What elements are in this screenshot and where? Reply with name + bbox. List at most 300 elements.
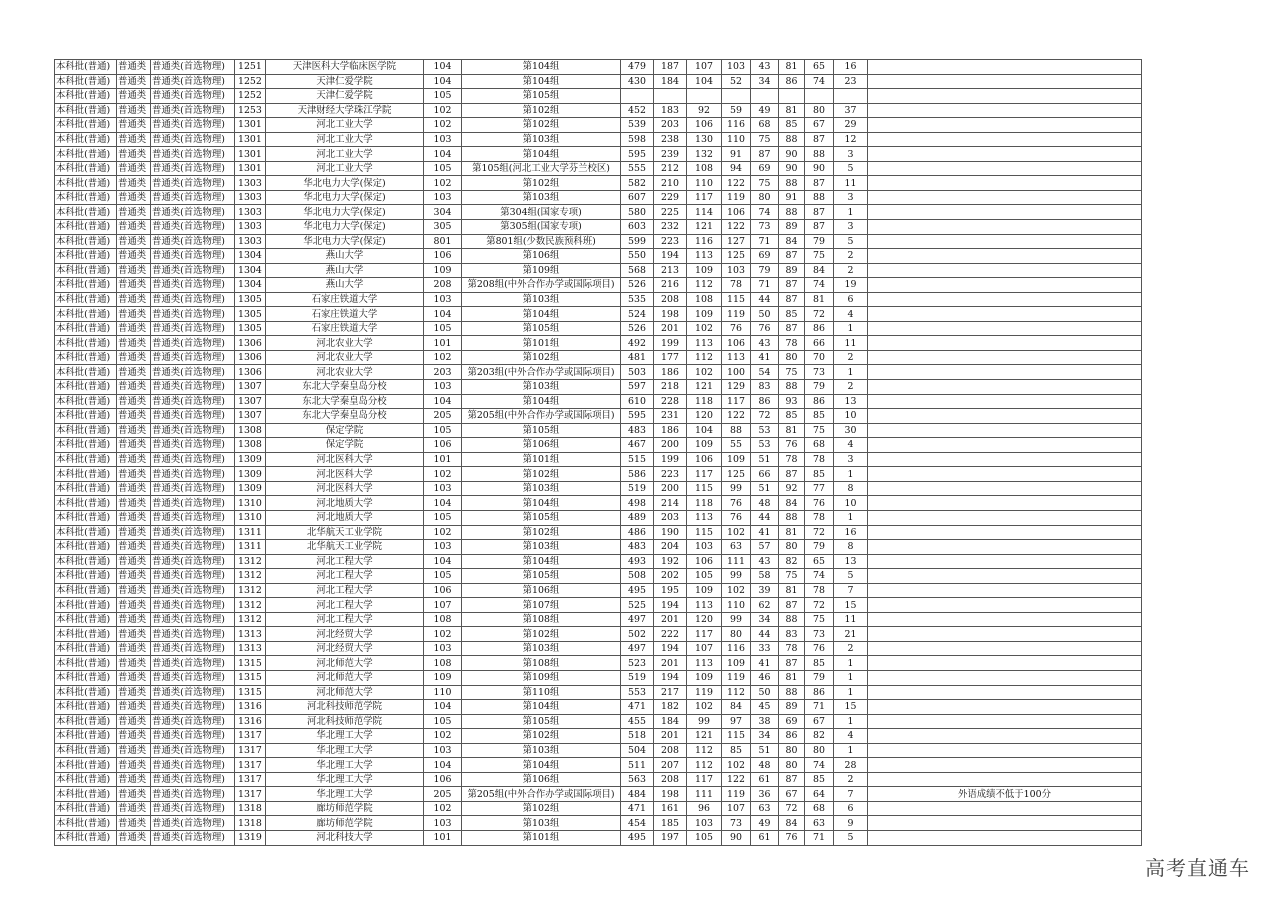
table-cell: 104 — [424, 394, 462, 409]
table-cell: 东北大学秦皇岛分校 — [266, 409, 424, 424]
table-cell: 78 — [805, 452, 834, 467]
table-cell: 76 — [805, 641, 834, 656]
table-cell: 112 — [687, 350, 722, 365]
table-cell: 普通类 — [117, 700, 151, 715]
table-row — [55, 60, 1142, 75]
table-cell — [654, 89, 687, 104]
table-cell: 102 — [424, 467, 462, 482]
table-cell: 83 — [751, 380, 779, 395]
table-cell: 86 — [805, 321, 834, 336]
table-cell: 75 — [751, 176, 779, 191]
table-cell: 88 — [779, 205, 805, 220]
table-row — [55, 510, 1142, 525]
table-cell: 198 — [654, 787, 687, 802]
table-cell: 普通类 — [117, 438, 151, 453]
table-cell: 105 — [687, 569, 722, 584]
table-cell: 109 — [687, 263, 722, 278]
table-cell: 1305 — [235, 307, 266, 322]
table-cell: 503 — [621, 365, 654, 380]
table-cell: 普通类 — [117, 220, 151, 235]
table-cell: 普通类(首选物理) — [151, 89, 235, 104]
table-cell: 1301 — [235, 161, 266, 176]
table-cell: 183 — [654, 103, 687, 118]
table-cell: 河北工业大学 — [266, 147, 424, 162]
table-cell: 122 — [722, 409, 751, 424]
table-cell: 103 — [424, 132, 462, 147]
table-cell: 华北理工大学 — [266, 772, 424, 787]
table-cell — [868, 190, 1142, 205]
table-cell: 1315 — [235, 670, 266, 685]
table-cell — [868, 496, 1142, 511]
table-cell: 普通类 — [117, 263, 151, 278]
table-cell: 582 — [621, 176, 654, 191]
table-cell: 90 — [722, 830, 751, 845]
table-cell: 本科批(普通) — [55, 481, 117, 496]
table-cell: 202 — [654, 569, 687, 584]
table-cell: 113 — [687, 249, 722, 264]
table-cell — [868, 220, 1142, 235]
table-cell: 65 — [805, 60, 834, 75]
table-cell: 普通类(首选物理) — [151, 627, 235, 642]
table-cell: 79 — [805, 670, 834, 685]
table-cell: 1307 — [235, 409, 266, 424]
table-cell: 16 — [834, 525, 868, 540]
table-cell: 607 — [621, 190, 654, 205]
table-row — [55, 380, 1142, 395]
table-cell: 105 — [424, 161, 462, 176]
table-cell: 普通类 — [117, 409, 151, 424]
table-cell: 304 — [424, 205, 462, 220]
table-cell: 106 — [424, 583, 462, 598]
table-cell: 1 — [834, 510, 868, 525]
table-cell: 普通类 — [117, 423, 151, 438]
table-cell: 187 — [654, 60, 687, 75]
table-cell: 103 — [687, 540, 722, 555]
table-cell: 66 — [805, 336, 834, 351]
table-cell: 第109组 — [462, 263, 621, 278]
table-cell: 普通类 — [117, 801, 151, 816]
table-cell: 第102组 — [462, 103, 621, 118]
table-cell: 1318 — [235, 816, 266, 831]
table-cell: 第103组 — [462, 190, 621, 205]
table-cell: 66 — [751, 467, 779, 482]
table-cell: 普通类 — [117, 278, 151, 293]
table-cell: 102 — [722, 583, 751, 598]
table-cell — [868, 234, 1142, 249]
table-cell: 44 — [751, 510, 779, 525]
table-cell: 79 — [805, 540, 834, 555]
table-cell: 102 — [424, 103, 462, 118]
table-cell: 118 — [687, 496, 722, 511]
table-cell: 普通类(首选物理) — [151, 292, 235, 307]
table-cell: 86 — [751, 394, 779, 409]
table-cell: 普通类(首选物理) — [151, 656, 235, 671]
table-cell — [868, 89, 1142, 104]
table-cell: 105 — [424, 714, 462, 729]
table-cell: 廊坊师范学院 — [266, 801, 424, 816]
table-cell: 87 — [779, 656, 805, 671]
table-cell: 108 — [687, 161, 722, 176]
table-cell: 106 — [687, 118, 722, 133]
table-cell: 118 — [687, 394, 722, 409]
table-cell: 1301 — [235, 118, 266, 133]
table-cell: 本科批(普通) — [55, 292, 117, 307]
table-cell: 212 — [654, 161, 687, 176]
table-cell: 保定学院 — [266, 423, 424, 438]
table-cell: 46 — [751, 670, 779, 685]
table-cell: 1312 — [235, 598, 266, 613]
table-cell: 102 — [424, 801, 462, 816]
table-cell: 本科批(普通) — [55, 743, 117, 758]
table-cell: 75 — [805, 249, 834, 264]
table-cell: 普通类(首选物理) — [151, 161, 235, 176]
table-cell: 109 — [424, 263, 462, 278]
table-cell: 205 — [424, 409, 462, 424]
table-row — [55, 598, 1142, 613]
table-cell: 305 — [424, 220, 462, 235]
table-cell: 天津财经大学珠江学院 — [266, 103, 424, 118]
table-cell: 69 — [751, 249, 779, 264]
table-cell: 本科批(普通) — [55, 816, 117, 831]
table-cell: 普通类 — [117, 394, 151, 409]
table-cell: 44 — [751, 627, 779, 642]
table-cell: 595 — [621, 147, 654, 162]
table-cell: 本科批(普通) — [55, 60, 117, 75]
table-cell: 78 — [779, 336, 805, 351]
table-cell: 第203组(中外合作办学或国际项目) — [462, 365, 621, 380]
table-cell: 普通类(首选物理) — [151, 307, 235, 322]
table-cell: 455 — [621, 714, 654, 729]
table-cell: 203 — [424, 365, 462, 380]
table-cell: 华北电力大学(保定) — [266, 234, 424, 249]
table-cell: 普通类(首选物理) — [151, 612, 235, 627]
table-cell: 208 — [424, 278, 462, 293]
table-row — [55, 670, 1142, 685]
table-cell: 81 — [805, 292, 834, 307]
table-cell: 238 — [654, 132, 687, 147]
table-cell: 81 — [779, 60, 805, 75]
table-cell: 普通类 — [117, 307, 151, 322]
table-cell — [868, 481, 1142, 496]
table-cell: 1312 — [235, 583, 266, 598]
table-cell: 第110组 — [462, 685, 621, 700]
table-cell: 80 — [722, 627, 751, 642]
table-cell: 89 — [779, 220, 805, 235]
table-cell: 普通类 — [117, 729, 151, 744]
table-cell: 502 — [621, 627, 654, 642]
table-cell: 65 — [805, 554, 834, 569]
table-cell: 普通类 — [117, 670, 151, 685]
table-cell: 本科批(普通) — [55, 525, 117, 540]
table-cell: 1 — [834, 205, 868, 220]
table-cell: 第102组 — [462, 729, 621, 744]
table-cell: 194 — [654, 641, 687, 656]
table-cell: 本科批(普通) — [55, 147, 117, 162]
table-cell: 本科批(普通) — [55, 365, 117, 380]
table-cell — [868, 307, 1142, 322]
table-cell: 普通类 — [117, 365, 151, 380]
table-cell: 79 — [751, 263, 779, 278]
table-row — [55, 292, 1142, 307]
table-cell: 第106组 — [462, 249, 621, 264]
table-cell: 107 — [687, 60, 722, 75]
table-cell: 87 — [779, 467, 805, 482]
table-cell: 80 — [805, 103, 834, 118]
table-cell — [868, 336, 1142, 351]
table-cell: 普通类 — [117, 569, 151, 584]
table-cell: 普通类 — [117, 583, 151, 598]
table-cell: 第208组(中外合作办学或国际项目) — [462, 278, 621, 293]
table-cell: 112 — [687, 743, 722, 758]
table-cell: 普通类 — [117, 627, 151, 642]
table-cell: 2 — [834, 772, 868, 787]
table-cell: 228 — [654, 394, 687, 409]
admission-score-table — [54, 59, 1142, 846]
table-cell: 1311 — [235, 525, 266, 540]
table-cell: 普通类(首选物理) — [151, 467, 235, 482]
table-cell: 78 — [722, 278, 751, 293]
table-cell: 87 — [779, 292, 805, 307]
table-cell: 498 — [621, 496, 654, 511]
table-cell: 普通类 — [117, 249, 151, 264]
table-cell: 本科批(普通) — [55, 190, 117, 205]
table-cell — [868, 394, 1142, 409]
table-cell: 102 — [424, 525, 462, 540]
table-cell: 104 — [687, 423, 722, 438]
table-cell: 103 — [424, 292, 462, 307]
table-cell: 190 — [654, 525, 687, 540]
table-cell: 普通类 — [117, 510, 151, 525]
table-cell: 610 — [621, 394, 654, 409]
table-cell: 110 — [687, 176, 722, 191]
table-cell: 78 — [779, 641, 805, 656]
table-cell: 471 — [621, 700, 654, 715]
table-cell: 普通类(首选物理) — [151, 583, 235, 598]
watermark: 高考直通车 — [1145, 856, 1250, 880]
table-cell: 普通类(首选物理) — [151, 554, 235, 569]
table-cell: 第104组 — [462, 307, 621, 322]
table-cell: 河北地质大学 — [266, 510, 424, 525]
table-row — [55, 234, 1142, 249]
table-cell: 普通类 — [117, 554, 151, 569]
table-cell: 199 — [654, 452, 687, 467]
table-cell: 85 — [722, 743, 751, 758]
table-cell: 38 — [751, 714, 779, 729]
table-cell: 64 — [805, 787, 834, 802]
table-cell: 208 — [654, 772, 687, 787]
table-row — [55, 394, 1142, 409]
table-cell: 232 — [654, 220, 687, 235]
table-cell — [834, 89, 868, 104]
table-cell: 本科批(普通) — [55, 74, 117, 89]
table-cell: 204 — [654, 540, 687, 555]
table-cell — [868, 161, 1142, 176]
table-cell: 194 — [654, 670, 687, 685]
table-cell: 117 — [722, 394, 751, 409]
table-cell: 106 — [722, 205, 751, 220]
table-cell — [868, 700, 1142, 715]
table-cell: 33 — [751, 641, 779, 656]
table-cell: 535 — [621, 292, 654, 307]
table-cell: 34 — [751, 729, 779, 744]
table-cell: 213 — [654, 263, 687, 278]
table-row — [55, 641, 1142, 656]
table-cell: 4 — [834, 438, 868, 453]
table-row — [55, 176, 1142, 191]
table-cell: 普通类(首选物理) — [151, 714, 235, 729]
table-cell: 50 — [751, 685, 779, 700]
table-cell: 81 — [779, 583, 805, 598]
table-cell: 486 — [621, 525, 654, 540]
table-cell: 539 — [621, 118, 654, 133]
table-cell — [868, 510, 1142, 525]
table-cell: 239 — [654, 147, 687, 162]
table-cell: 88 — [779, 176, 805, 191]
table-cell: 107 — [424, 598, 462, 613]
table-cell: 88 — [805, 190, 834, 205]
table-cell: 76 — [779, 438, 805, 453]
table-cell: 5 — [834, 161, 868, 176]
table-cell: 105 — [424, 89, 462, 104]
table-cell: 112 — [722, 685, 751, 700]
table-cell: 75 — [805, 612, 834, 627]
table-cell: 103 — [424, 743, 462, 758]
table-cell: 本科批(普通) — [55, 772, 117, 787]
table-cell: 23 — [834, 74, 868, 89]
table-cell: 85 — [779, 409, 805, 424]
table-cell: 103 — [424, 380, 462, 395]
table-cell: 普通类(首选物理) — [151, 336, 235, 351]
table-cell: 10 — [834, 409, 868, 424]
table-row — [55, 205, 1142, 220]
table-cell: 99 — [722, 612, 751, 627]
table-cell: 河北工程大学 — [266, 612, 424, 627]
table-cell: 88 — [779, 612, 805, 627]
table-cell: 53 — [751, 438, 779, 453]
table-cell: 华北理工大学 — [266, 729, 424, 744]
table-cell: 本科批(普通) — [55, 409, 117, 424]
table-row — [55, 467, 1142, 482]
table-cell: 110 — [424, 685, 462, 700]
table-cell: 225 — [654, 205, 687, 220]
table-cell: 1303 — [235, 205, 266, 220]
table-cell: 54 — [751, 365, 779, 380]
table-cell: 51 — [751, 481, 779, 496]
table-cell: 69 — [779, 714, 805, 729]
table-cell: 1310 — [235, 496, 266, 511]
table-cell: 本科批(普通) — [55, 103, 117, 118]
table-cell — [868, 641, 1142, 656]
table-cell: 80 — [779, 350, 805, 365]
table-cell: 113 — [687, 510, 722, 525]
table-cell: 185 — [654, 816, 687, 831]
table-cell: 东北大学秦皇岛分校 — [266, 380, 424, 395]
table-cell: 普通类 — [117, 292, 151, 307]
table-cell: 208 — [654, 292, 687, 307]
table-cell: 普通类 — [117, 321, 151, 336]
table-cell: 103 — [424, 816, 462, 831]
table-cell: 595 — [621, 409, 654, 424]
table-cell: 普通类 — [117, 598, 151, 613]
table-cell — [805, 89, 834, 104]
table-row — [55, 350, 1142, 365]
table-cell: 河北师范大学 — [266, 670, 424, 685]
table-cell: 43 — [751, 554, 779, 569]
table-cell: 109 — [687, 438, 722, 453]
table-cell: 87 — [805, 220, 834, 235]
table-cell: 74 — [805, 278, 834, 293]
table-cell: 本科批(普通) — [55, 801, 117, 816]
table-cell: 第102组 — [462, 525, 621, 540]
table-cell: 本科批(普通) — [55, 350, 117, 365]
table-cell: 101 — [424, 830, 462, 845]
table-cell: 58 — [751, 569, 779, 584]
table-cell: 105 — [424, 321, 462, 336]
table-row — [55, 409, 1142, 424]
table-cell: 203 — [654, 118, 687, 133]
table-cell: 119 — [687, 685, 722, 700]
table-cell: 河北工程大学 — [266, 569, 424, 584]
table-cell: 13 — [834, 554, 868, 569]
table-row — [55, 758, 1142, 773]
table-body — [55, 60, 1142, 846]
table-cell — [868, 409, 1142, 424]
table-cell — [868, 627, 1142, 642]
table-cell: 7 — [834, 787, 868, 802]
table-cell: 515 — [621, 452, 654, 467]
table-cell: 燕山大学 — [266, 278, 424, 293]
table-cell — [779, 89, 805, 104]
table-cell: 1306 — [235, 336, 266, 351]
table-cell: 第102组 — [462, 801, 621, 816]
table-cell: 本科批(普通) — [55, 627, 117, 642]
table-cell — [868, 670, 1142, 685]
table-cell: 1312 — [235, 554, 266, 569]
table-cell: 1303 — [235, 190, 266, 205]
table-row — [55, 583, 1142, 598]
table-cell: 本科批(普通) — [55, 452, 117, 467]
table-cell: 3 — [834, 190, 868, 205]
table-cell: 第104组 — [462, 147, 621, 162]
table-cell: 6 — [834, 292, 868, 307]
table-cell: 161 — [654, 801, 687, 816]
table-cell — [868, 569, 1142, 584]
table-cell: 普通类(首选物理) — [151, 132, 235, 147]
table-cell: 467 — [621, 438, 654, 453]
table-cell: 59 — [722, 103, 751, 118]
table-row — [55, 161, 1142, 176]
table-cell: 130 — [687, 132, 722, 147]
table-cell: 72 — [805, 307, 834, 322]
table-cell: 73 — [722, 816, 751, 831]
table-cell: 200 — [654, 438, 687, 453]
table-cell: 本科批(普通) — [55, 554, 117, 569]
table-cell — [868, 540, 1142, 555]
table-cell: 普通类(首选物理) — [151, 510, 235, 525]
table-cell: 112 — [687, 758, 722, 773]
table-cell: 本科批(普通) — [55, 234, 117, 249]
table-cell: 109 — [722, 452, 751, 467]
table-cell: 3 — [834, 452, 868, 467]
table-cell: 北华航天工业学院 — [266, 540, 424, 555]
table-cell: 63 — [751, 801, 779, 816]
table-cell: 第103组 — [462, 540, 621, 555]
table-cell: 87 — [779, 249, 805, 264]
table-cell: 48 — [751, 758, 779, 773]
table-cell: 97 — [722, 714, 751, 729]
table-cell: 96 — [687, 801, 722, 816]
table-cell: 495 — [621, 830, 654, 845]
